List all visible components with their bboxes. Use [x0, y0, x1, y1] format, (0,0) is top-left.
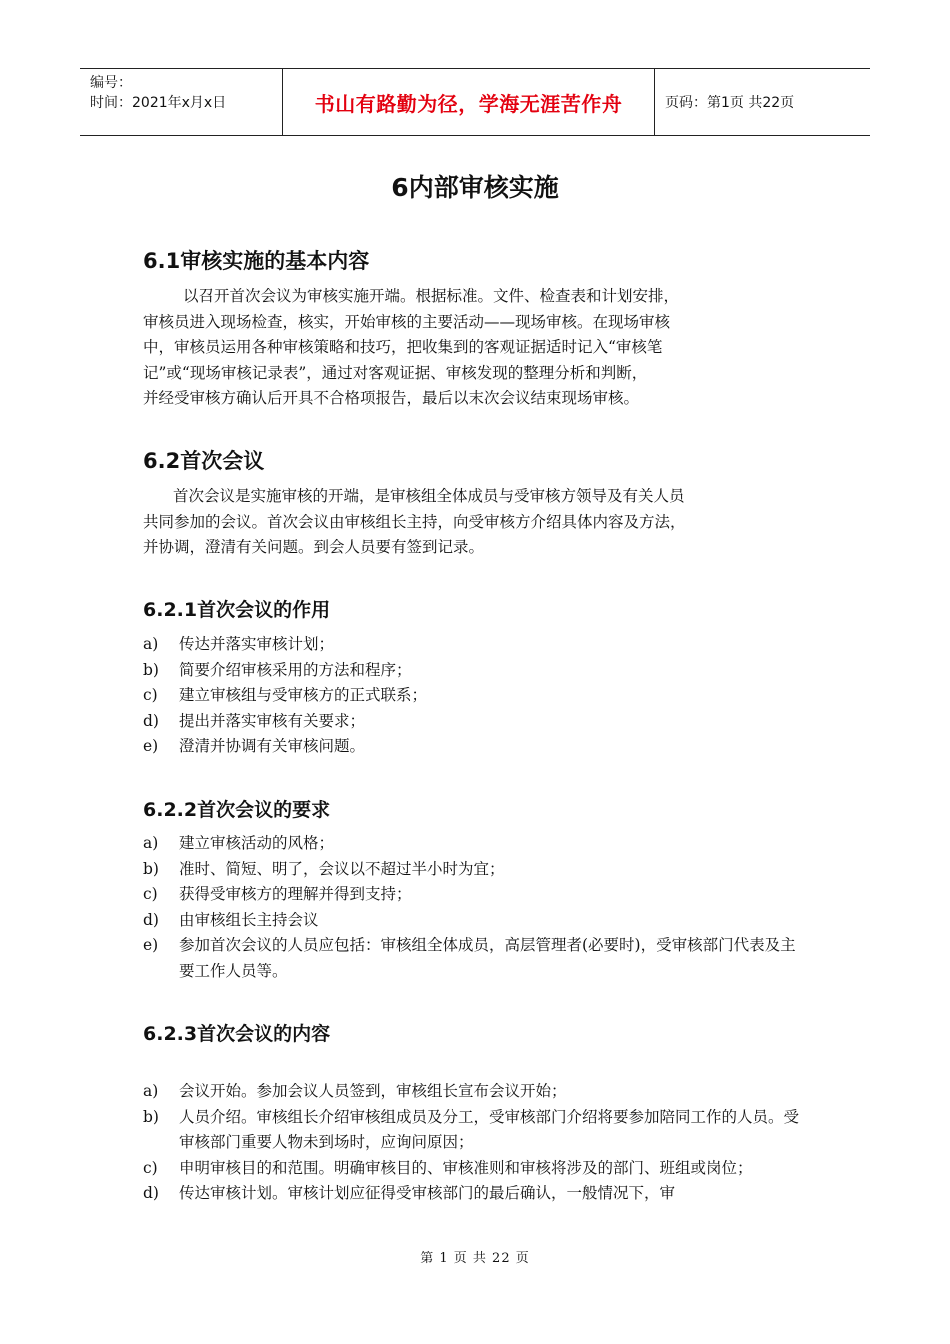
- list-marker: a): [143, 1082, 159, 1100]
- list-marker: e): [143, 737, 159, 755]
- paragraph-line: 记”或“现场审核记录表”，通过对客观证据、审核发现的整理分析和判断，: [143, 363, 648, 382]
- list-marker: c): [143, 686, 158, 704]
- section-6-2-heading: 6.2首次会议: [143, 449, 265, 473]
- list-marker: c): [143, 1158, 158, 1177]
- list-text: 建立审核组与受审核方的正式联系；: [179, 686, 428, 704]
- list-text: 由审核组长主持会议: [179, 910, 319, 929]
- list-text: 传达并落实审核计划；: [179, 635, 335, 653]
- section-6-2-3-list: [143, 1079, 807, 1207]
- document-title: 6内部审核实施: [391, 173, 559, 202]
- list-item: [143, 1181, 807, 1207]
- paragraph-line: 共同参加的会议。首次会议由审核组长主持，向受审核方介绍具体内容及方法，: [143, 512, 686, 531]
- list-item: [143, 933, 807, 984]
- section-6-2-1-list: [143, 632, 807, 760]
- paragraph-line: 以召开首次会议为审核实施开端。根据标准。文件、检查表和计划安排，: [183, 287, 680, 305]
- section-6-2-body: [143, 484, 807, 561]
- list-item: [143, 683, 807, 709]
- paragraph-line: 并经受审核方确认后开具不合格项报告，最后以末次会议结束现场审核。: [143, 389, 640, 407]
- list-marker: c): [143, 885, 158, 903]
- list-text: 会议开始。参加会议人员签到，审核组长宣布会议开始；: [179, 1082, 567, 1100]
- list-marker: d): [143, 1184, 159, 1202]
- paragraph-line: 首次会议是实施审核的开端，是审核组全体成员与受审核方领导及有关人员: [173, 487, 685, 505]
- section-6-1-body: [143, 284, 807, 412]
- list-text: 参加首次会议的人员应包括：审核组全体成员，高层管理者(必要时)，受审核部门代表及主要工作人员等。: [179, 936, 796, 980]
- list-item: [143, 709, 807, 735]
- section-6-2-2-list: [143, 831, 807, 984]
- header-number-label: 编号：: [90, 75, 132, 91]
- paragraph-line: 中，审核员运用各种审核策略和技巧，把收集到的客观证据适时记入“审核笔: [143, 338, 663, 356]
- list-text: 建立审核活动的风格；: [179, 834, 335, 852]
- list-item: [143, 1079, 807, 1105]
- list-marker: d): [143, 910, 159, 929]
- header-meta: [80, 69, 282, 135]
- list-item: [143, 658, 807, 684]
- list-item: [143, 882, 807, 908]
- section-6-1-heading: 6.1审核实施的基本内容: [143, 249, 370, 273]
- list-marker: b): [143, 859, 159, 878]
- list-item: [143, 734, 807, 760]
- list-marker: b): [143, 660, 159, 679]
- list-item: [143, 1156, 807, 1182]
- list-text: 获得受审核方的理解并得到支持；: [179, 885, 412, 903]
- list-text: 简要介绍审核采用的方法和程序；: [179, 660, 412, 679]
- paragraph-line: 并协调，澄清有关问题。到会人员要有签到记录。: [143, 538, 485, 556]
- list-text: 提出并落实审核有关要求；: [179, 711, 366, 730]
- section-6-2-2-heading: 6.2.2首次会议的要求: [143, 799, 331, 821]
- list-text: 申明审核目的和范围。明确审核目的、审核准则和审核将涉及的部门、班组或岗位；: [179, 1158, 753, 1177]
- list-marker: d): [143, 711, 159, 730]
- section-6-2-3-heading: 6.2.3首次会议的内容: [143, 1023, 331, 1045]
- list-text: 传达审核计划。审核计划应征得受审核部门的最后确认，一般情况下，审: [179, 1184, 676, 1202]
- list-marker: e): [143, 936, 159, 954]
- section-6-2-1-heading: 6.2.1首次会议的作用: [143, 599, 331, 621]
- header-page-info: 页码：第1页 共22页: [665, 95, 795, 111]
- header-motto-cell: [282, 69, 655, 135]
- list-text: 澄清并协调有关审核问题。: [179, 737, 366, 755]
- paragraph-line: 审核员进入现场检查，核实，开始审核的主要活动——现场审核。在现场审核: [143, 312, 671, 331]
- list-text: 人员介绍。审核组长介绍审核组成员及分工，受审核部门介绍将要参加陪同工作的人员。受审核部门重要人物未到场时，应询问原因；: [179, 1107, 800, 1151]
- page-header: [80, 68, 870, 136]
- header-motto: 书山有路勤为径，学海无涯苦作舟: [314, 91, 623, 116]
- list-item: [143, 1105, 807, 1156]
- page-footer: 第 1 页 共 22 页: [420, 1251, 530, 1266]
- list-text: 准时、简短、明了，会议以不超过半小时为宜；: [179, 859, 505, 878]
- list-marker: a): [143, 635, 159, 653]
- list-item: [143, 908, 807, 934]
- header-date-label: 时间：2021年x月x日: [90, 95, 227, 111]
- list-marker: b): [143, 1107, 159, 1126]
- list-item: [143, 857, 807, 883]
- list-marker: a): [143, 834, 159, 852]
- list-item: [143, 831, 807, 857]
- list-item: [143, 632, 807, 658]
